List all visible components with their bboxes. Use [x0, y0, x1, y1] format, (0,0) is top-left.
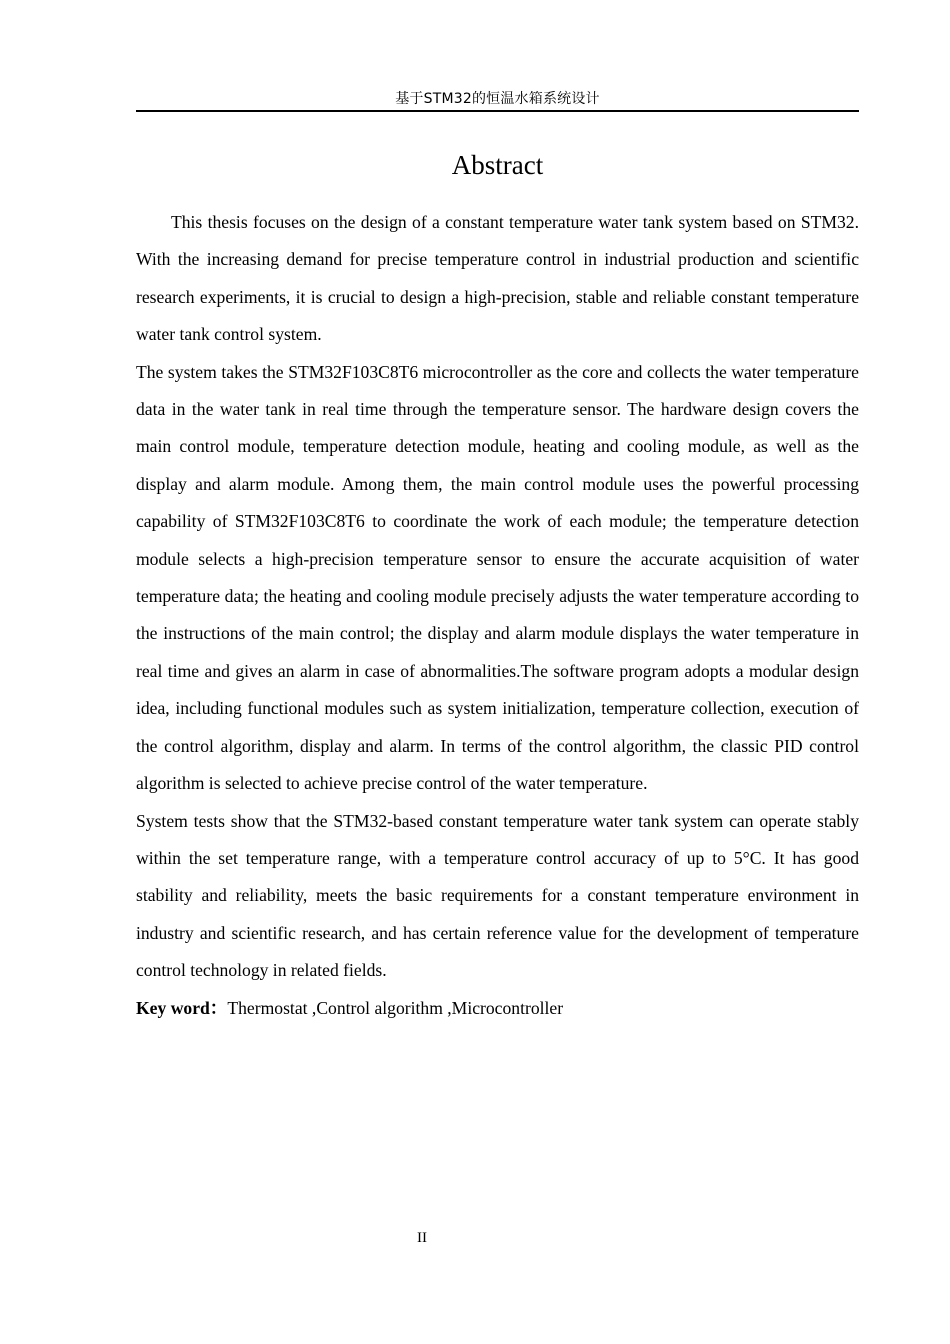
- page-number: II: [417, 1230, 427, 1246]
- keywords-line: [136, 990, 859, 1027]
- header-rule: [136, 110, 859, 112]
- abstract-title: Abstract: [451, 150, 544, 180]
- abstract-paragraph-3: System tests show that the STM32-based constant temperature water tank system can operate stably within the set temperature range, with a temperature control accuracy of up to 5°C. It has good stability and reliability, meets the basic requirements for a constant temperature environment in industry and scientific research, and has certain reference value for the development of temperature control technology in related fields.: [136, 810, 859, 981]
- abstract-body: [136, 204, 859, 1027]
- keywords-label: Key word：: [136, 997, 228, 1018]
- keywords-text: Thermostat ,Control algorithm ,Microcontroller: [227, 997, 564, 1018]
- abstract-paragraph-1: This thesis focuses on the design of a constant temperature water tank system based on STM32. With the increasing demand for precise temperature control in industrial production and scientific research experiments, it is crucial to design a high-precision, stable and reliable constant temperature water tank control system.: [136, 212, 859, 345]
- abstract-paragraph-2: The system takes the STM32F103C8T6 microcontroller as the core and collects the water temperature data in the water tank in real time through the temperature sensor. The hardware design covers the main control module, temperature detection module, heating and cooling module, as well as the display and alarm module. Among them, the main control module uses the powerful processing capability of STM32F103C8T6 to coordinate the work of each module; the temperature detection module selects a high-precision temperature sensor to ensure the accurate acquisition of water temperature data; the heating and cooling module precisely adjusts the water temperature according to the instructions of the main control; the display and alarm module displays the water temperature in real time and gives an alarm in case of abnormalities.The software program adopts a modular design idea, including functional modules such as system initialization, temperature collection, execution of the control algorithm, display and alarm. In terms of the control algorithm, the classic PID control algorithm is selected to achieve precise control of the water temperature.: [136, 361, 859, 794]
- running-header: 基于STM32的恒温水箱系统设计: [395, 91, 600, 107]
